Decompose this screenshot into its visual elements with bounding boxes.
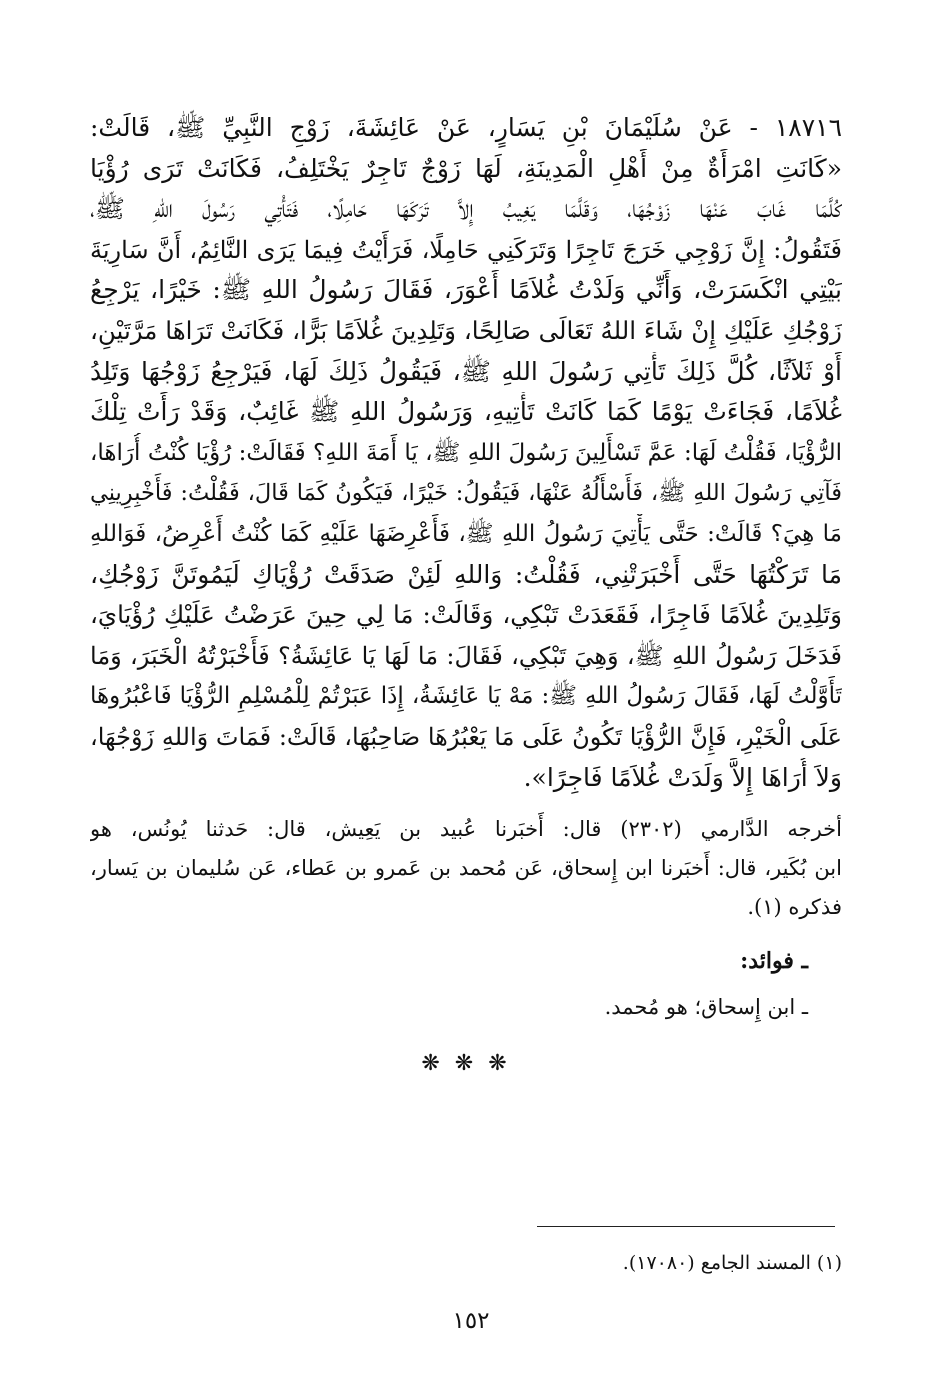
takhrij-line: أخرجه الدَّارمي (٢٣٠٢) قال: أَخبَرنا عُبيد بن يَعِيش، قال: حَدثنا يُونُس، هو bbox=[90, 817, 842, 842]
page-body bbox=[90, 108, 842, 1079]
hadith-line: فَآتِي رَسُولَ اللهِ ﷺ، فَأَسْأَلُهُ عَنْهَا، فَيَقُولُ: خَيْرًا، فَيَكُونُ كَمَا قَالَ، فَقُلْتُ: فَأَخْبِرِينِي bbox=[90, 480, 842, 507]
fawaid-item: ـ ابن إِسحاق؛ هو مُحمد. bbox=[604, 995, 808, 1020]
hadith-line: وَتَلِدِينَ غُلاَمًا فَاجِرًا، فَقَعَدَتْ تَبْكِي، وَقَالَتْ: مَا لِي حِينَ عَرَضْتُ عَلَيْكِ رُؤْيَايَ، bbox=[90, 600, 842, 630]
hadith-line: عَلَى الْخَيْرِ، فَإِنَّ الرُّؤْيَا تَكُونُ عَلَى مَا يَعْبُرُهَا صَاحِبُهَا، قَالَتْ: فَمَاتَ وَاللهِ زَوْجُهَا، bbox=[90, 722, 842, 751]
hadith-text bbox=[90, 108, 842, 798]
hadith-line: غُلاَمًا، فَجَاءَتْ يَوْمًا كَمَا كَانَتْ تَأْتِيهِ، وَرَسُولُ اللهِ ﷺ غَائِبٌ، وَقَدْ رَأَتْ تِلْكَ bbox=[90, 397, 842, 427]
takhrij-line: ابن بُكَير، قال: أَخبَرنا ابن إِسحاق، عَن مُحمد بن عَمرو بن عَطاء، عَن سُليمان بن يَسار، bbox=[90, 856, 842, 881]
hadith-line: تَأَوَّلْتُ لَهَا، فَقَالَ رَسُولُ اللهِ ﷺ: مَهْ يَا عَائِشَةُ، إِذَا عَبَرْتُمْ لِلْمُسْلِمِ الرُّؤْيَا فَاعْبُرُوهَا bbox=[90, 683, 842, 710]
hadith-line: بَيْتِي انْكَسَرَتْ، وَأَنِّي وَلَدْتُ غُلاَمًا أَعْوَرَ، فَقَالَ رَسُولُ اللهِ ﷺ: خَيْرًا، يَرْجِعُ bbox=[90, 275, 842, 305]
hadith-line: ١٨٧١٦ - عَنْ سُلَيْمَانَ بْنِ يَسَارٍ، عَنْ عَائِشَةَ، زَوْجِ النَّبِيِّ ﷺ، قَالَتْ: bbox=[90, 113, 842, 142]
hadith-line: كُلَّمَا غَابَ عَنْهَا زَوْجُهَا، وَقَلَّمَا يَغِيبُ إِلاَّ تَرَكَهَا حَامِلًا، فَتَأْتِي رَسُولَ اللهِ ﷺ، bbox=[90, 194, 842, 224]
takhrij-line: فذكره (١). bbox=[747, 895, 842, 920]
hadith-line: أَوْ ثَلاَثًا، كُلَّ ذَلِكَ تَأْتِي رَسُولَ اللهِ ﷺ، فَيَقُولُ ذَلِكَ لَهَا، فَيَرْجِعُ زَوْجُهَا وَتَلِدُ bbox=[90, 356, 842, 386]
hadith-line: فَتَقُولُ: إِنَّ زَوْجِي خَرَجَ تَاجِرًا وَتَرَكَنِي حَامِلًا، فَرَأَيْتُ فِيمَا يَرَى النَّائِمُ، أَنَّ سَارِيَةَ bbox=[90, 235, 842, 264]
footnote: (١) المسند الجامع (١٧٠٨٠). bbox=[622, 1252, 842, 1274]
fawaid-heading: ـ فوائد: bbox=[740, 948, 808, 975]
section-separator: ❋ ❋ ❋ bbox=[421, 1051, 511, 1077]
hadith-line: زَوْجُكِ عَلَيْكِ إِنْ شَاءَ اللهُ تَعَالَى صَالِحًا، وَتَلِدِينَ غُلاَمًا بَرًّا، فَكَانَتْ تَرَاهَا مَرَّتَيْنِ، bbox=[90, 315, 842, 345]
footnote-divider bbox=[537, 1226, 835, 1227]
hadith-line: الرُّؤْيَا، فَقُلْتُ لَهَا: عَمَّ تَسْأَلِينَ رَسُولَ اللهِ ﷺ، يَا أَمَةَ اللهِ؟ فَقَالَتْ: رُؤْيَا كُنْتُ أُرَاهَا، bbox=[90, 439, 842, 466]
hadith-line: «كَانَتِ امْرَأَةٌ مِنْ أَهْلِ الْمَدِينَةِ، لَهَا زَوْجٌ تَاجِرٌ يَخْتَلِفُ، فَكَانَتْ تَرَى رُؤْيَا bbox=[90, 153, 842, 183]
page-number: ١٥٢ bbox=[452, 1308, 490, 1334]
hadith-line: مَا هِيَ؟ قَالَتْ: حَتَّى يَأْتِيَ رَسُولُ اللهِ ﷺ، فَأَعْرِضَهَا عَلَيْهِ كَمَا كُنْتُ أَعْرِضُ، فَوَاللهِ bbox=[90, 520, 842, 547]
takhrij-text bbox=[90, 810, 842, 927]
hadith-line: وَلاَ أُرَاهَا إِلاَّ وَلَدَتْ غُلاَمًا فَاجِرًا». bbox=[523, 762, 842, 792]
hadith-line: فَدَخَلَ رَسُولُ اللهِ ﷺ، وَهِيَ تَبْكِي، فَقَالَ: مَا لَهَا يَا عَائِشَةُ؟ فَأَخْبَرْتُهُ الْخَبَرَ، وَمَا bbox=[90, 641, 842, 670]
hadith-line: مَا تَرَكْتُهَا حَتَّى أَخْبَرَتْنِي، فَقُلْتُ: وَاللهِ لَئِنْ صَدَقَتْ رُؤْيَاكِ لَيَمُوتَنَّ زَوْجُكِ، bbox=[90, 559, 842, 589]
